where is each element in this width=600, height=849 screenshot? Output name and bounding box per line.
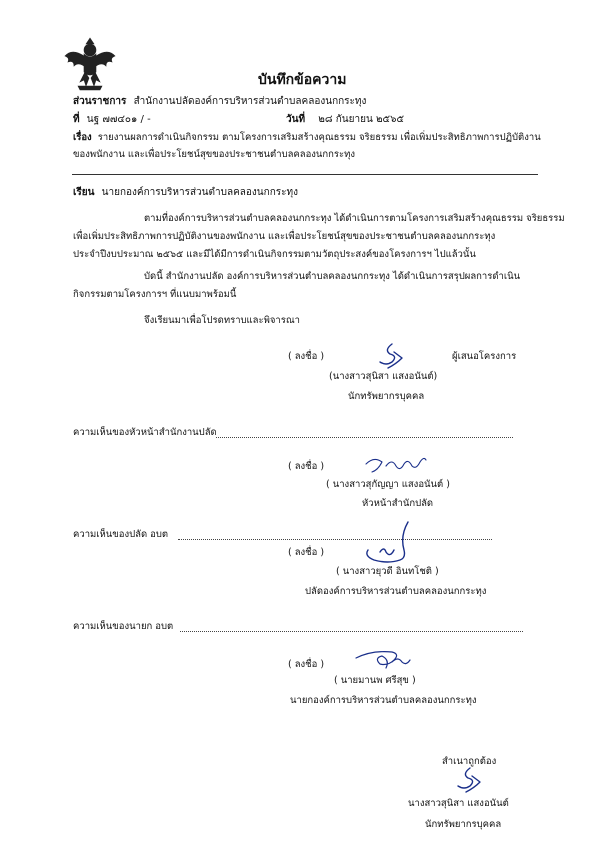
para1-line-2: เพื่อเพิ่มประสิทธิภาพการปฏิบัติงานของพนักงาน และเพื่อประโยชน์สุขของประชาชนตำบลคลองนกกระทุง	[73, 231, 496, 242]
sign-label-3: ( ลงชื่อ )	[288, 547, 325, 558]
para1-line-1: ตามที่องค์การบริหารส่วนตำบลคลองนกกระทุง ได้ดำเนินการตามโครงการเสริมสร้างคุณธรรม จริยธรรม	[144, 213, 565, 224]
agency-row	[73, 95, 366, 109]
sign-label-1: ( ลงชื่อ )	[288, 351, 325, 362]
signature-4	[352, 648, 412, 672]
signature-1	[372, 342, 408, 372]
signer-position-2: หัวหน้าสำนักปลัด	[362, 498, 434, 509]
certified-position: นักทรัพยากรบุคคล	[425, 819, 502, 830]
opinion-line-2	[178, 539, 492, 540]
signer-name-2: ( นางสาวสุกัญญา แสงอนันต์ )	[326, 479, 450, 490]
para2-line-1: บัดนี้ สำนักงานปลัด องค์การบริหารส่วนตำบลคลองนกกระทุง ได้ดำเนินการสรุปผลการดำเนิน	[144, 271, 521, 282]
signer-name-4: ( นายมานพ ศรีสุข )	[334, 675, 416, 686]
opinion-label-1: ความเห็นของหัวหน้าสำนักงานปลัด	[73, 427, 217, 438]
ref-row	[73, 113, 151, 127]
opinion-line-3	[180, 631, 523, 632]
salutation-label: เรียน	[73, 187, 95, 198]
subject-row	[73, 131, 541, 145]
opinion-label-3: ความเห็นของนายก อบต	[73, 621, 174, 632]
certified-label: สำเนาถูกต้อง	[442, 756, 497, 767]
signature-3	[360, 520, 416, 570]
memo-title: บันทึกข้อความ	[258, 72, 347, 88]
closing-text: จึงเรียนมาเพื่อโปรดทราบและพิจารณา	[144, 315, 301, 326]
date-value: ๒๘ กันยายน ๒๕๖๕	[318, 114, 405, 125]
garuda-emblem-icon	[62, 36, 118, 92]
signature-certified	[452, 766, 486, 794]
subject-label: เรื่อง	[73, 132, 92, 143]
certified-name: นางสาวสุนิสา แสงอนันต์	[408, 798, 509, 809]
opinion-line-1	[216, 437, 513, 438]
salutation-row	[73, 186, 298, 200]
sign-label-4: ( ลงชื่อ )	[288, 659, 325, 670]
subject-line-1: รายงานผลการดำเนินกิจกรรม ตามโครงการเสริมสร้างคุณธรรม จริยธรรม เพื่อเพิ่มประสิทธิภาพการปฏิบัติงาน	[97, 132, 541, 143]
ref-value: นฐ ๗๗๔๐๑ / -	[86, 114, 151, 125]
signer-position-3: ปลัดองค์การบริหารส่วนตำบลคลองนกกระทุง	[305, 586, 487, 597]
signer-name-1: (นางสาวสุนิสา แสงอนันต์)	[329, 371, 438, 382]
subject-line-2: ของพนักงาน และเพื่อประโยชน์สุขของประชาชนตำบลคลองนกกระทุง	[73, 149, 356, 160]
opinion-label-2: ความเห็นของปลัด อบต	[73, 529, 169, 540]
agency-label: ส่วนราชการ	[73, 96, 127, 107]
signer-position-4: นายกองค์การบริหารส่วนตำบลคลองนกกระทุง	[290, 695, 477, 706]
signature-2	[360, 452, 430, 478]
salutation-value: นายกองค์การบริหารส่วนตำบลคลองนกกระทุง	[101, 187, 298, 198]
proposer-role: ผู้เสนอโครงการ	[452, 351, 517, 362]
ref-label: ที่	[73, 114, 80, 125]
date-row	[286, 113, 404, 127]
signer-name-3: ( นางสาวยุวดี อินทโชติ )	[336, 566, 439, 577]
sign-label-2: ( ลงชื่อ )	[288, 461, 325, 472]
agency-value: สำนักงานปลัดองค์การบริหารส่วนตำบลคลองนกกระทุง	[133, 96, 367, 107]
para2-line-2: กิจกรรมตามโครงการฯ ที่แนบมาพร้อมนี้	[73, 289, 237, 300]
para1-line-3: ประจำปีงบประมาณ ๒๕๖๕ และมีได้มีการดำเนินกิจกรรมตามวัตถุประสงค์ของโครงการฯ ไปแล้วนั้น	[73, 249, 476, 260]
header-divider	[72, 174, 538, 175]
date-label: วันที่	[286, 114, 306, 125]
signer-position-1: นักทรัพยากรบุคคล	[348, 391, 425, 402]
